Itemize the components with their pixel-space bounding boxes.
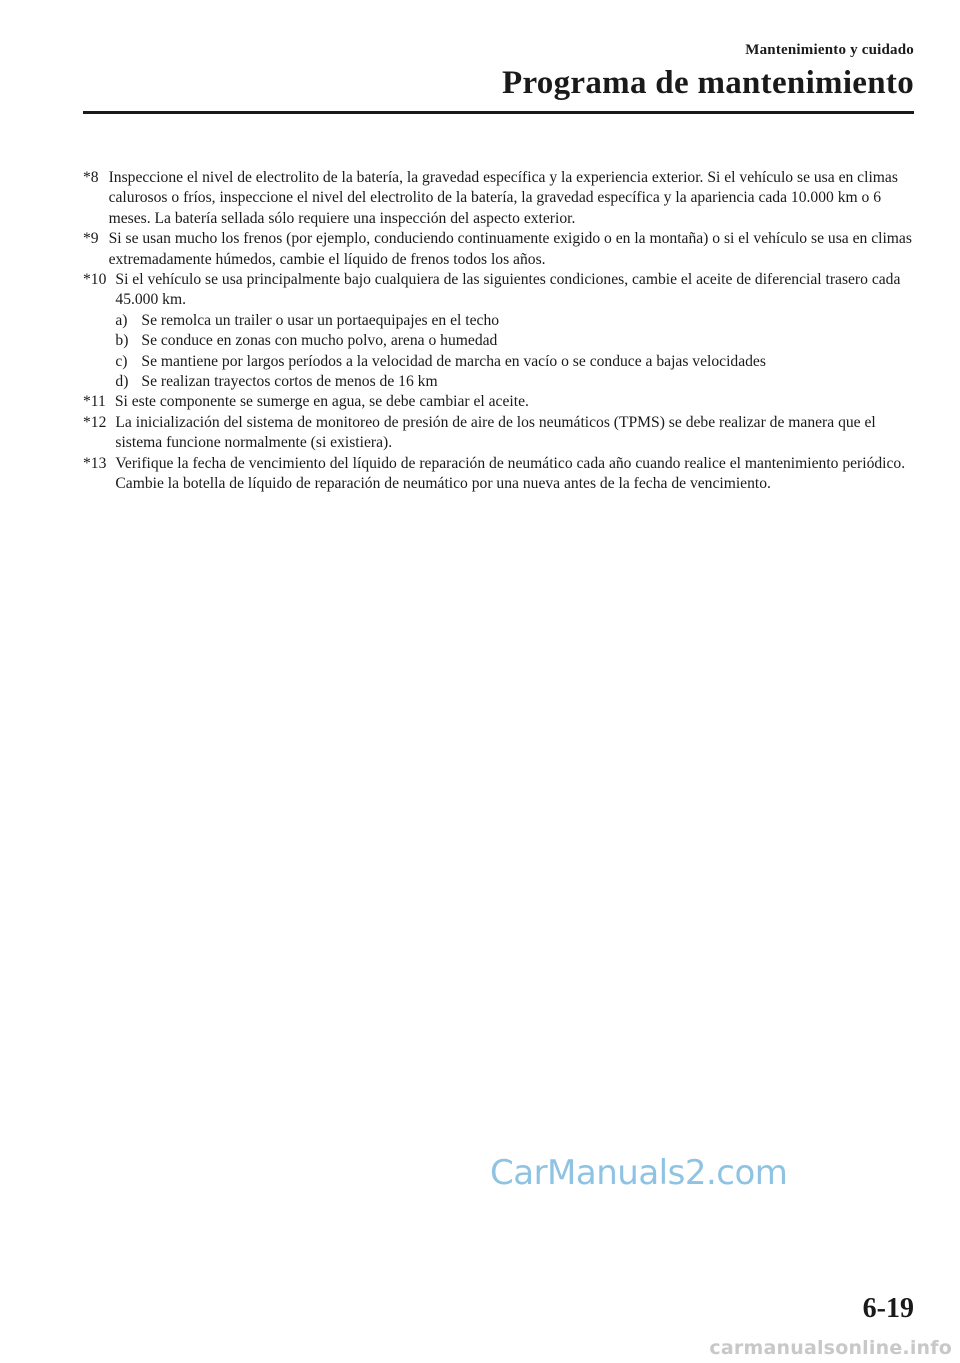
footnote-text: Si este componente se sumerge en agua, se debe cambiar el aceite. <box>114 393 529 411</box>
condition-item <box>115 331 913 351</box>
condition-item <box>115 372 913 392</box>
footnote-marker: *10 <box>83 271 107 289</box>
condition-marker: c) <box>115 352 128 370</box>
condition-text: Se conduce en zonas con mucho polvo, arena o humedad <box>141 332 498 350</box>
condition-list <box>115 311 913 393</box>
footnote-text: Si el vehículo se usa principalmente bajo cualquiera de las siguientes condiciones, cambie el aceite de diferencial trasero cada 45.000 km. <box>115 271 901 309</box>
footnote-12 <box>83 413 913 454</box>
footnote-marker: *8 <box>83 169 99 186</box>
footnote-marker: *13 <box>83 454 107 472</box>
footnote-list <box>83 168 913 495</box>
footer-site-watermark: carmanualsonline.info <box>709 1337 952 1359</box>
footnote-11 <box>83 392 913 412</box>
watermark-logo: CarManuals2.com <box>490 1153 788 1193</box>
condition-item <box>115 352 913 372</box>
footnote-text: Inspeccione el nivel de electrolito de la batería, la gravedad específica y la experiencia exterior. Si el vehículo se usa en climas calurosos o fríos, inspeccione el nivel del electrolito de la batería, la gravedad específica y la apariencia cada 10.000 km o 6 meses. La batería sellada sólo requiere una inspección del aspecto exterior. <box>108 169 898 227</box>
condition-text: Se remolca un trailer o usar un portaequipajes en el techo <box>141 311 500 329</box>
footnote-8 <box>83 168 913 229</box>
footnote-body <box>115 270 913 392</box>
footnote-13 <box>83 454 913 495</box>
page-number: 6-19 <box>862 1293 914 1324</box>
page-header <box>502 40 914 104</box>
condition-text: Se realizan trayectos cortos de menos de 16 km <box>141 373 438 391</box>
footnote-marker: *9 <box>83 230 99 248</box>
footnote-marker: *12 <box>83 413 107 431</box>
footnote-text: La inicialización del sistema de monitoreo de presión de aire de los neumáticos (TPMS) se debe realizar de manera que el sistema funcione normalmente (si existiera). <box>115 413 876 452</box>
page-title: Programa de mantenimiento <box>502 65 914 101</box>
footnote-9 <box>83 229 913 270</box>
condition-marker: b) <box>115 332 129 350</box>
condition-marker: a) <box>115 311 128 329</box>
footnote-text: Si se usan mucho los frenos (por ejemplo, conduciendo continuamente exigido o en la montaña) o si el vehículo se usa en climas extremadamente húmedos, cambie el líquido de frenos todos los años. <box>108 230 912 268</box>
footnote-text: Verifique la fecha de vencimiento del líquido de reparación de neumático cada año cuando realice el mantenimiento periódico. Cambie la botella de líquido de reparación de neumático por una nueva antes de la fecha de vencimiento. <box>115 454 906 493</box>
section-label: Mantenimiento y cuidado <box>745 42 914 58</box>
footnote-marker: *11 <box>83 393 106 411</box>
condition-text: Se mantiene por largos períodos a la velocidad de marcha en vacío o se conduce a bajas velocidades <box>141 352 766 370</box>
condition-item <box>115 311 913 331</box>
header-divider <box>83 111 914 114</box>
condition-marker: d) <box>115 373 129 391</box>
footnote-10 <box>83 270 913 392</box>
